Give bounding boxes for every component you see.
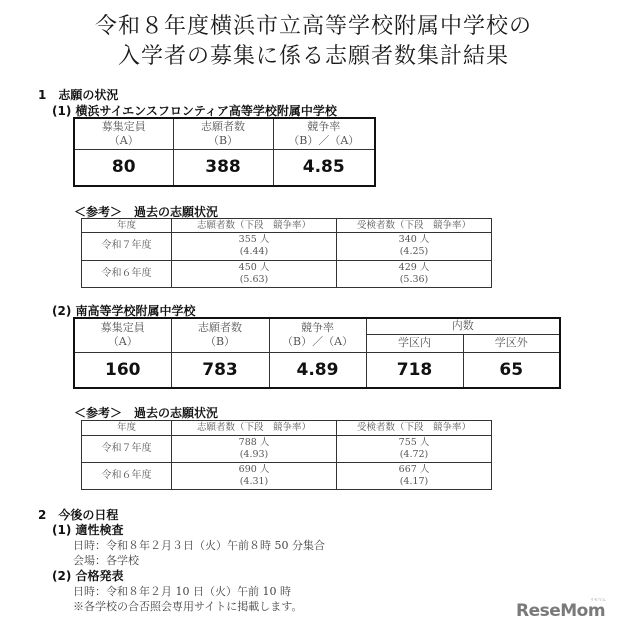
schedule-item1-venue: 会場：各学校	[73, 554, 139, 567]
value-applicants: 783	[171, 352, 269, 388]
table-row: 令和７年度 788 人 (4.93) 755 人 (4.72)	[82, 436, 492, 463]
value-ratio: 4.89	[269, 352, 366, 388]
ref-header-examinees: 受検者数（下段 競争率）	[337, 219, 492, 233]
value-capacity: 160	[74, 352, 171, 388]
document-title-line2: 入学者の募集に係る志願者数集計結果	[117, 44, 509, 69]
section1-heading: 1 志願の状況	[38, 88, 119, 102]
value-applicants: 388	[173, 149, 273, 186]
schedule-item1-label: (1) 適性検査	[52, 523, 124, 537]
ref-header-applicants: 志願者数（下段 競争率）	[172, 421, 337, 436]
ref-header-year: 年度	[82, 421, 172, 436]
schedule-item2-label: (2) 合格発表	[52, 569, 124, 583]
header-capacity: 募集定員 （A）	[74, 318, 171, 352]
ref-header-year: 年度	[82, 219, 172, 233]
value-ratio: 4.85	[273, 149, 375, 186]
school1-results-table	[73, 117, 376, 187]
ref-header-examinees: 受検者数（下段 競争率）	[337, 421, 492, 436]
header-capacity: 募集定員 （A）	[74, 118, 173, 149]
document-title-line1: 令和８年度横浜市立高等学校附属中学校の	[94, 14, 532, 39]
school1-reference-table	[81, 218, 492, 288]
school2-label: (2) 南高等学校附属中学校	[52, 304, 196, 318]
school2-results-table	[73, 317, 561, 389]
resemom-logo-sub: リセマム	[590, 597, 606, 602]
schedule-item2-note: ※各学校の合否照会専用サイトに掲載します。	[73, 600, 303, 613]
resemom-logo: ReseMom	[516, 601, 606, 621]
header-applicants: 志願者数 （B）	[171, 318, 269, 352]
schedule-item2-datetime: 日時：令和８年２月 10 日（火）午前 10 時	[73, 585, 291, 598]
header-applicants: 志願者数 （B）	[173, 118, 273, 149]
table-row: 令和６年度 690 人 (4.31) 667 人 (4.17)	[82, 463, 492, 490]
header-breakdown: 内数	[366, 318, 560, 334]
school2-reference-table	[81, 420, 492, 490]
school2-reference-label: ＜参考＞ 過去の志願状況	[74, 406, 219, 420]
value-in-district: 718	[366, 352, 463, 388]
header-ratio: 競争率 （B）／（A）	[273, 118, 375, 149]
section2-heading: 2 今後の日程	[38, 508, 119, 522]
header-ratio: 競争率 （B）／（A）	[269, 318, 366, 352]
table-row: 令和７年度 355 人 (4.44) 340 人 (4.25)	[82, 233, 492, 261]
school1-label: (1) 横浜サイエンスフロンティア高等学校附属中学校	[52, 104, 337, 118]
schedule-item1-datetime: 日時：令和８年２月３日（火）午前８時 50 分集合	[73, 539, 325, 552]
value-capacity: 80	[74, 149, 173, 186]
header-in-district: 学区内	[366, 334, 463, 352]
school1-reference-label: ＜参考＞ 過去の志願状況	[74, 205, 219, 219]
value-out-district: 65	[463, 352, 560, 388]
table-row: 令和６年度 450 人 (5.63) 429 人 (5.36)	[82, 260, 492, 288]
header-out-district: 学区外	[463, 334, 560, 352]
ref-header-applicants: 志願者数（下段 競争率）	[172, 219, 337, 233]
